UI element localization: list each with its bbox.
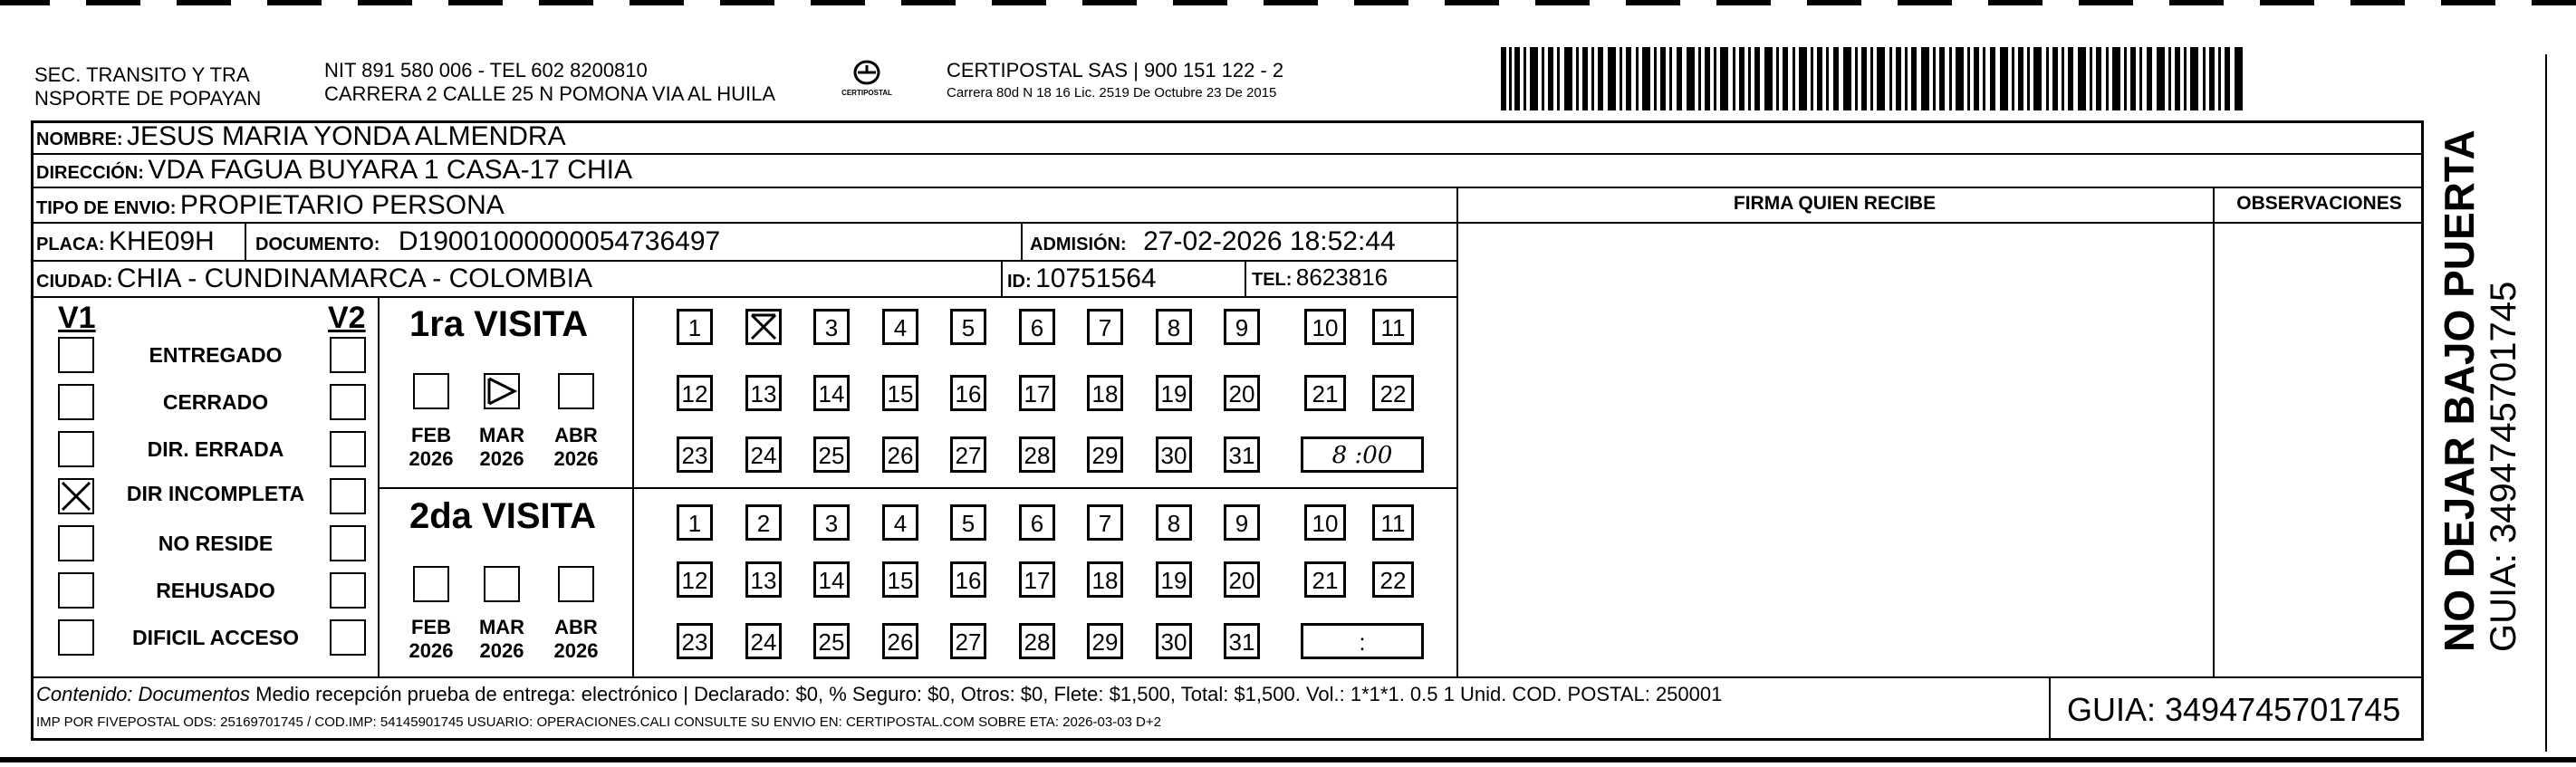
v2-checkbox-dir-incompleta[interactable] [330, 478, 366, 514]
v2-checkbox-dir-errada[interactable] [330, 431, 366, 467]
day-box[interactable]: 31 [1224, 436, 1260, 473]
courier-line-2: Carrera 80d N 18 16 Lic. 2519 De Octubre 23 De 2015 [947, 85, 1277, 101]
day-box[interactable]: 30 [1156, 436, 1192, 473]
day-box[interactable]: 4 [882, 504, 918, 541]
month-name: MAR [478, 424, 525, 446]
contenido-rest: Medio recepción prueba de entrega: electrónico | Declarado: $0, % Seguro: $0, Otros: $0, Flete: $1,500, Total: $1,500. Vol.: 1*1*1. 0.5 1 Unid. COD. POSTAL: 250001 [250, 683, 1723, 705]
day-box[interactable]: 18 [1087, 375, 1123, 411]
month-year: 2026 [553, 639, 599, 662]
courier-block [947, 59, 1283, 102]
documento-value: D19001000000054736497 [398, 226, 721, 256]
month-name: ABR [554, 616, 598, 638]
right-cut-line [2545, 54, 2547, 752]
time-box-handwritten[interactable]: 8 :00 [1301, 436, 1424, 473]
id-label: ID: [1007, 272, 1032, 292]
day-box[interactable]: 14 [813, 375, 850, 411]
day-box[interactable]: 7 [1087, 309, 1123, 345]
status-dir-errada: DIR. ERRADA [147, 437, 284, 461]
nombre-label: NOMBRE: [36, 129, 123, 149]
placa-cell [36, 226, 215, 257]
month-year: 2026 [479, 447, 524, 470]
firma-header-line [1456, 222, 2424, 224]
day-box[interactable]: 19 [1156, 375, 1192, 411]
v1-checkbox-rehusado[interactable] [58, 572, 94, 609]
ciudad-label: CIUDAD: [36, 272, 113, 292]
admision-label: ADMISIÓN: [1030, 235, 1127, 254]
time-box[interactable]: : [1301, 623, 1424, 659]
day-box[interactable]: 20 [1224, 375, 1260, 411]
ciudad-cell [36, 264, 592, 294]
nit-block [324, 59, 775, 106]
day-box[interactable]: 13 [745, 375, 782, 411]
placa-value: KHE09H [109, 226, 215, 256]
day-box[interactable]: 7 [1087, 504, 1123, 541]
first-month-abr-box[interactable] [558, 373, 594, 409]
day-box[interactable]: 21 [1304, 561, 1346, 598]
status-no-reside: NO RESIDE [158, 532, 274, 555]
tel-label: TEL: [1252, 270, 1293, 290]
day-box[interactable]: 16 [950, 561, 986, 598]
col-divider [2213, 187, 2215, 676]
day-box[interactable]: 17 [1019, 561, 1055, 598]
sender-line-2: NSPORTE DE POPAYAN [34, 87, 262, 110]
day-box[interactable]: 12 [677, 561, 713, 598]
no-dejar-vertical: NO DEJAR BAJO PUERTA [2436, 129, 2483, 652]
direccion-row [36, 155, 632, 186]
day-box[interactable]: 9 [1224, 309, 1260, 345]
status-dificil-acceso: DIFICIL ACCESO [131, 626, 299, 649]
placa-label: PLACA: [36, 235, 105, 254]
v1-checkbox-dir-incompleta[interactable] [58, 478, 94, 514]
status-cerrado: CERRADO [162, 390, 269, 414]
month-year: 2026 [479, 639, 524, 662]
status-rehusado: REHUSADO [156, 579, 275, 602]
tel-value: 8623816 [1295, 264, 1389, 291]
day-box[interactable]: 2 [745, 504, 782, 541]
day-box[interactable]: 29 [1087, 623, 1123, 659]
col-divider [1456, 187, 1458, 676]
day-box[interactable]: 22 [1372, 375, 1414, 411]
nit-line-2: CARRERA 2 CALLE 25 N POMONA VIA AL HUILA [324, 82, 776, 105]
admision-cell [1030, 226, 1396, 257]
imp-line: IMP POR FIVEPOSTAL ODS: 25169701745 / COD.IMP: 54145901745 USUARIO: OPERACIONES.CALI CONSULTE SU ENVIO EN: CERTIPOSTAL.COM SOBRE ETA: 2026-03-03 D+2 [36, 714, 1161, 730]
day-box[interactable]: 28 [1019, 623, 1055, 659]
day-box[interactable]: 24 [745, 436, 782, 473]
day-box[interactable]: 21 [1304, 375, 1346, 411]
day-box[interactable]: 1 [677, 504, 713, 541]
guia-vertical: GUIA: 3494745701745 [2484, 281, 2523, 652]
day-box[interactable]: 9 [1224, 504, 1260, 541]
col-divider [2049, 676, 2051, 741]
nit-line-1: NIT 891 580 006 - TEL 602 8200810 [324, 59, 648, 81]
day-box[interactable]: 3 [813, 309, 850, 345]
tel-cell [1252, 264, 1388, 292]
day-box[interactable]: 10 [1304, 504, 1346, 541]
day-box-checked[interactable] [745, 309, 782, 345]
v2-checkbox-no-reside[interactable] [330, 525, 366, 561]
check-mark-icon [485, 375, 518, 407]
second-month-feb-box[interactable] [413, 566, 449, 602]
bottom-edge [0, 757, 2576, 762]
day-box[interactable]: 8 [1156, 504, 1192, 541]
status-dir-incompleta: DIR INCOMPLETA [126, 482, 305, 505]
first-month-abr [544, 424, 608, 471]
day-box[interactable]: 31 [1224, 623, 1260, 659]
col-divider [1245, 260, 1246, 296]
day-box[interactable]: 5 [950, 309, 986, 345]
day-box[interactable]: 25 [813, 623, 850, 659]
row-divider [31, 187, 2424, 188]
col-divider [1001, 260, 1003, 296]
v1-checkbox-entregado[interactable] [58, 337, 94, 373]
second-month-mar-box[interactable] [484, 566, 520, 602]
second-visit-title: 2da VISITA [409, 496, 596, 536]
day-box[interactable]: 26 [882, 436, 918, 473]
guia-box: GUIA: 3494745701745 [2067, 691, 2401, 728]
month-year: 2026 [553, 447, 599, 470]
documento-label: DOCUMENTO: [255, 235, 380, 254]
certipostal-logo [835, 56, 899, 101]
barcode [1501, 47, 2244, 110]
day-box[interactable]: 23 [677, 623, 713, 659]
first-month-feb-box[interactable] [413, 373, 449, 409]
day-box[interactable]: 8 [1156, 309, 1192, 345]
footer-divider [31, 676, 2424, 678]
contenido-line [36, 683, 1722, 706]
v1-checkbox-dir-errada[interactable] [58, 431, 94, 467]
nombre-value: JESUS MARIA YONDA ALMENDRA [127, 121, 566, 151]
day-box[interactable]: 11 [1372, 504, 1414, 541]
month-year: 2026 [409, 639, 454, 662]
day-box[interactable]: 25 [813, 436, 850, 473]
v2-label: V2 [328, 301, 366, 335]
day-box[interactable]: 22 [1372, 561, 1414, 598]
nombre-row [36, 121, 566, 152]
logo-wordmark: CERTIPOSTAL [841, 89, 892, 97]
day-box[interactable]: 4 [882, 309, 918, 345]
direccion-label: DIRECCIÓN: [36, 163, 144, 183]
day-box[interactable]: 5 [950, 504, 986, 541]
row-divider [31, 296, 1456, 298]
month-name: ABR [554, 424, 598, 446]
id-value: 10751564 [1035, 264, 1157, 293]
x-mark-icon [60, 480, 92, 513]
day-box[interactable]: 20 [1224, 561, 1260, 598]
day-box[interactable]: 12 [677, 375, 713, 411]
month-name: MAR [478, 616, 525, 638]
tipo-label: TIPO DE ENVIO: [36, 198, 177, 218]
day-box[interactable]: 18 [1087, 561, 1123, 598]
day-box[interactable]: 1 [677, 309, 713, 345]
status-entregado: ENTREGADO [149, 343, 283, 367]
day-box[interactable]: 15 [882, 375, 918, 411]
contenido-prefix: Contenido: Documentos [36, 683, 251, 705]
day-box[interactable]: 27 [950, 623, 986, 659]
day-box[interactable]: 30 [1156, 623, 1192, 659]
admision-value: 27-02-2026 18:52:44 [1143, 226, 1396, 256]
tipo-value: PROPIETARIO PERSONA [179, 190, 505, 220]
x-mark-icon [748, 312, 779, 342]
day-box[interactable]: 17 [1019, 375, 1055, 411]
day-box[interactable]: 19 [1156, 561, 1192, 598]
v1-checkbox-cerrado[interactable] [58, 384, 94, 420]
day-box[interactable]: 6 [1019, 309, 1055, 345]
tipo-row [36, 190, 505, 221]
day-box[interactable]: 29 [1087, 436, 1123, 473]
day-box[interactable]: 6 [1019, 504, 1055, 541]
sender-line-1: SEC. TRANSITO Y TRA [34, 63, 250, 86]
courier-line-1: CERTIPOSTAL SAS | 900 151 122 - 2 [947, 59, 1284, 81]
second-month-abr-box[interactable] [558, 566, 594, 602]
day-box[interactable]: 14 [813, 561, 850, 598]
first-visit-title: 1ra VISITA [409, 304, 589, 344]
col-divider [1021, 222, 1023, 260]
first-month-feb [399, 424, 463, 471]
day-box[interactable]: 16 [950, 375, 986, 411]
day-box[interactable]: 26 [882, 623, 918, 659]
day-box[interactable]: 13 [745, 561, 782, 598]
documento-cell [255, 226, 720, 257]
day-box[interactable]: 28 [1019, 436, 1055, 473]
visit-divider [378, 487, 1456, 489]
second-month-feb [399, 616, 463, 663]
col-divider [245, 222, 246, 260]
v2-checkbox-cerrado[interactable] [330, 384, 366, 420]
second-month-mar [470, 616, 533, 663]
month-name: FEB [411, 616, 451, 638]
sender-block [34, 63, 261, 110]
v1-label: V1 [58, 301, 96, 335]
col-divider [378, 296, 380, 676]
v1-checkbox-no-reside[interactable] [58, 525, 94, 561]
day-box[interactable]: 3 [813, 504, 850, 541]
firma-label: FIRMA QUIEN RECIBE [1733, 193, 1937, 214]
first-month-mar-box[interactable] [484, 373, 520, 409]
day-box[interactable]: 27 [950, 436, 986, 473]
id-cell [1007, 264, 1157, 294]
day-box[interactable]: 23 [677, 436, 713, 473]
v2-checkbox-dificil-acceso[interactable] [330, 619, 366, 656]
second-month-abr [544, 616, 608, 663]
ciudad-value: CHIA - CUNDINAMARCA - COLOMBIA [116, 264, 592, 293]
day-box[interactable]: 24 [745, 623, 782, 659]
day-box[interactable]: 11 [1372, 309, 1414, 345]
month-name: FEB [411, 424, 451, 446]
observaciones-label: OBSERVACIONES [2236, 193, 2402, 214]
month-year: 2026 [409, 447, 454, 470]
col-divider [632, 296, 634, 676]
day-box[interactable]: 15 [882, 561, 918, 598]
row-divider [31, 260, 1456, 262]
direccion-value: VDA FAGUA BUYARA 1 CASA-17 CHIA [148, 155, 632, 185]
v1-checkbox-dificil-acceso[interactable] [58, 619, 94, 656]
day-box[interactable]: 10 [1304, 309, 1346, 345]
v2-checkbox-entregado[interactable] [330, 337, 366, 373]
first-month-mar [470, 424, 533, 471]
v2-checkbox-rehusado[interactable] [330, 572, 366, 609]
